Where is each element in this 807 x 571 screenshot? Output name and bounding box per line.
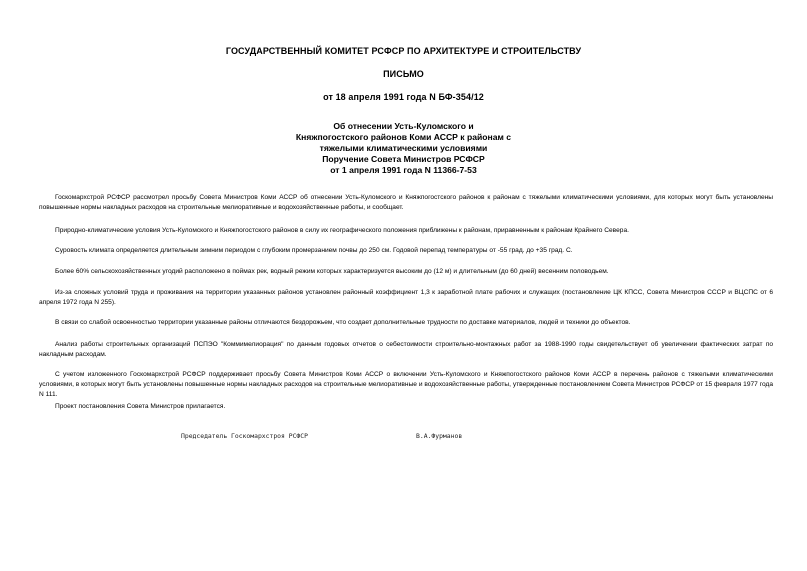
body-paragraph: Из-за сложных условий труда и проживания на территории указанных районов установлен районный коэффициент 1,3 к заработной плате рабочих и служащих (постановление ЦК КПСС, Совета Министров СССР и ВЦСПС от 6 апреля 1972 года N 255). xyxy=(39,289,773,306)
body-paragraph: Более 60% сельскохозяйственных угодий расположено в поймах рек, водный режим которых характеризуется высоким до (12 м) и длительным (до 60 дней) весенним половодьем. xyxy=(55,268,609,275)
subject-line: от 1 апреля 1991 года N 11366-7-53 xyxy=(330,165,477,175)
body-paragraph: Госкомархстрой РСФСР рассмотрел просьбу Совета Министров Коми АССР об отнесении Усть-Куломского и Княжпогостского районов к районам с тяжелыми климатическими условиями, для которых могут быть установлены повышенные нормы накладных расходов на строительные мелиоративные и водохозяйственные работы, и сообщает. xyxy=(39,194,773,211)
body-paragraph: С учетом изложенного Госкомархстрой РСФСР поддерживает просьбу Совета Министров Коми АССР о включении Усть-Куломского и Княжпогостского районов Коми АССР в перечень районов с тяжелыми климатическими условиями, в которых могут быть установлены повышенные нормы накладных расходов на строительные мелиоративные и водохозяйственные работы, утвержденные постановлением Совета Министров РСФСР от 15 февраля 1977 года N 111. xyxy=(39,371,773,398)
subject-line: Поручение Совета Министров РСФСР xyxy=(322,154,485,164)
document-date-number: от 18 апреля 1991 года N БФ-354/12 xyxy=(323,92,484,102)
signatory-name: В.А.Фурманов xyxy=(416,432,463,440)
subject-line: тяжелыми климатическими условиями xyxy=(319,143,488,153)
signatory-title: Председатель Госкомархстроя РСФСР xyxy=(181,432,308,440)
body-paragraph: В связи со слабой освоенностью территории указанные районы отличаются бездорожьем, что создает дополнительные трудности по доставке материалов, людей и техники до объектов. xyxy=(55,319,631,326)
subject-line: Об отнесении Усть-Куломского и xyxy=(333,121,474,131)
subject-line: Княжпогостского районов Коми АССР к районам с xyxy=(295,132,512,142)
issuing-organization: ГОСУДАРСТВЕННЫЙ КОМИТЕТ РСФСР ПО АРХИТЕКТУРЕ И СТРОИТЕЛЬСТВУ xyxy=(225,46,582,56)
document-subject xyxy=(0,121,807,176)
body-paragraph: Суровость климата определяется длительным зимним периодом с глубоким промерзанием почвы до 250 см. Годовой перепад температуры от -55 град. до +35 град. С. xyxy=(55,247,573,254)
document-type: ПИСЬМО xyxy=(383,69,424,79)
body-paragraph: Проект постановления Совета Министров прилагается. xyxy=(55,403,226,410)
body-paragraph: Природно-климатические условия Усть-Куломского и Княжпогостского районов в силу их географического положения приближены к районам, приравненным к районам Крайнего Севера. xyxy=(55,227,629,234)
body-paragraph: Анализ работы строительных организаций ПСПЭО "Коммимелиорация" по данным годовых отчетов о себестоимости строительно-монтажных работ за 1988-1990 годы свидетельствует об увеличении фактических затрат по накладным расходам. xyxy=(39,341,773,358)
